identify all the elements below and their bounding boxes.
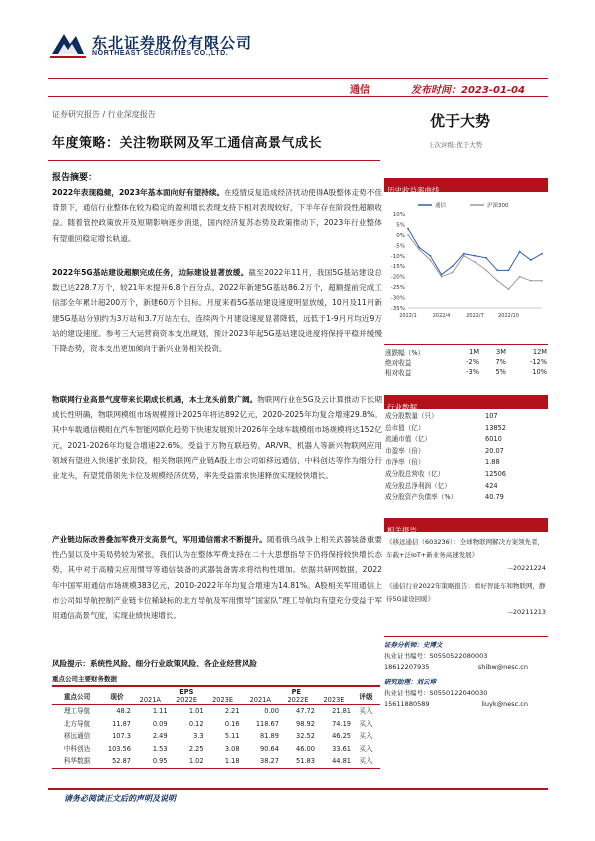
perf-row	[384, 357, 548, 367]
x-tick-label: 2022/7	[466, 313, 484, 319]
table-cell: 5.11	[224, 732, 240, 740]
table-cell: 47.72	[296, 707, 315, 715]
table-cell: 46.25	[332, 732, 351, 740]
company-logo	[50, 30, 86, 60]
table-cell: 118.67	[255, 719, 279, 728]
chart-heading	[384, 178, 548, 195]
series-line-0	[408, 229, 542, 275]
table-row	[52, 718, 380, 731]
industry-value: 13852	[485, 423, 506, 432]
table-cell: 11.87	[112, 719, 131, 728]
industry-label: 成分股总净利润（亿）	[385, 481, 451, 490]
paragraph-2-text: 截至2022年11月，我国5G基站建设总数已达228.7万个，较21年末提升6.8个百分点。2022年新建5G基站86.2万个，超额提前完成工信部全年累计超200万个，新建60万个目标。月度来看5G基站建设速度明显放缓，10月及11月新建5G基站分别约为3万站和3.7万站左右，连续两个月建设速度显著降低，远低于1-9月月均近9万站的建设速度。参考三大运营商资本支出规划，预计2023年起5G基站建设进度将保持平稳并缓慢下降态势，资本支出更加倾向于新兴业务相关投资。	[52, 268, 382, 354]
publish-date: 发布时间：2023-01-04	[411, 85, 525, 96]
data-point-1-0	[407, 234, 409, 236]
stock-table-caption: 重点公司主要财务数据	[52, 675, 117, 683]
related-report-1[interactable]	[386, 536, 546, 575]
table-cell: 买入	[359, 732, 373, 740]
analyst-2-heading	[384, 677, 548, 688]
footer-line	[48, 788, 548, 790]
stock-table	[52, 688, 380, 769]
data-point-0-4	[452, 265, 454, 267]
paragraph-1-lead: 2022年表现稳健，2023年基本面向好有望持续。	[52, 188, 225, 197]
header-rating: 评级	[359, 693, 373, 701]
paragraph-3	[52, 392, 382, 483]
table-cell: 32.52	[296, 732, 315, 740]
related-heading	[384, 518, 548, 535]
industry-row	[384, 434, 548, 446]
y-tick-label: -15%	[390, 264, 405, 271]
table-cell: 0.12	[188, 719, 204, 728]
related-report-date: --20211213	[508, 608, 546, 616]
table-cell: 2.21	[224, 707, 240, 715]
risk-text: 系统性风险、细分行业政策风险、各企业经营风险	[89, 659, 258, 668]
analyst-2-role: 研究助理：	[384, 678, 417, 686]
table-cell: 3.3	[193, 732, 204, 740]
perf-cell: -12%	[529, 358, 547, 366]
table-cell: 1.11	[152, 707, 168, 715]
analyst-1-cert: 执业证书编号：S0550522080003	[384, 652, 488, 660]
perf-cell: -3%	[466, 368, 480, 376]
table-cell: 81.89	[260, 732, 279, 740]
table-row	[52, 705, 380, 718]
data-point-1-12	[541, 280, 543, 282]
table-cell: 46.00	[296, 744, 315, 753]
data-point-1-3	[441, 276, 443, 278]
industry-label: 成分股资产负债率（%）	[385, 493, 458, 502]
summary-heading: 报告摘要：	[52, 173, 98, 183]
table-cell: 0.95	[152, 757, 168, 765]
perf-row	[384, 367, 548, 377]
industry-label: 总市值（亿）	[385, 423, 425, 432]
table-cell: 98.92	[296, 719, 315, 728]
last-rating: 上次评级:优于大势	[428, 141, 483, 149]
perf-table	[384, 347, 548, 377]
table-cell: 44.81	[332, 757, 351, 765]
perf-table-topline	[384, 344, 548, 345]
data-point-0-7	[485, 257, 487, 259]
analyst-block	[384, 636, 548, 710]
y-tick-label: 0%	[396, 232, 405, 239]
industry-value: 6010	[485, 435, 502, 444]
paragraph-1	[52, 185, 382, 246]
table-cell: 90.64	[260, 744, 279, 753]
header-eps: EPS	[179, 688, 194, 696]
table-cell: 移远通信	[63, 732, 91, 740]
data-point-0-5	[463, 253, 465, 255]
industry-row	[384, 492, 548, 504]
brand-name-cn: 东北证券股份有限公司	[92, 34, 253, 52]
analyst-2-cert: 执业证书编号：S0550122040030	[384, 689, 488, 697]
table-cell: 52.87	[112, 757, 131, 765]
analyst-2-phone: 15611880589	[384, 700, 430, 708]
related-report-date: --20221224	[508, 564, 546, 572]
industry-table	[384, 411, 548, 504]
chart-heading-text: 历史收益率曲线	[387, 186, 440, 195]
table-cell: 0.16	[224, 719, 240, 728]
paragraph-4-lead: 产业链边际改善叠加军费开支高景气，军用通信需求不断提升。	[52, 535, 267, 544]
industry-row	[384, 481, 548, 493]
table-cell: 21.81	[332, 707, 351, 715]
data-point-1-1	[418, 249, 420, 251]
y-tick-label: -5%	[394, 243, 405, 250]
table-cell: 48.2	[116, 707, 131, 715]
report-type: 证券研究报告 / 行业深度报告	[52, 110, 156, 119]
paragraph-4	[52, 532, 382, 623]
table-cell: 107.3	[112, 732, 131, 740]
brand-name-en: NORTHEAST SECURITIES CO.,LTD.	[92, 50, 229, 57]
data-point-0-8	[496, 270, 498, 272]
x-tick-label: 2022/4	[432, 313, 451, 319]
industry-value: 424	[485, 481, 498, 490]
table-cell: 1.18	[224, 757, 240, 765]
related-report-2[interactable]	[386, 580, 546, 619]
perf-header-cell: 涨跌幅（%）	[385, 349, 425, 357]
analyst-1-contact	[384, 662, 548, 673]
data-point-0-12	[541, 253, 543, 255]
paragraph-4-text: 随着俄乌战争上相关武器装备重要性凸显以及中美局势较为紧张，我们认为在整体军费支持在二十大思想指导下仍将保持较快增长态势，其中对于高精尖应用惯导等通信装备的武器装备需求将结构性增加。依据共研网数据，2022年中国军用通信市场规模383亿元，2010-2022年年均复合增速为14.81%。A股相关军用通信上市公司如导航控制产业链卡位稀缺标的北方导航及军用惯导“国家队”理工导航均有望充分受益于军用通信高景气度，实现业绩快速增长。	[52, 535, 382, 621]
perf-cell: 相对收益	[385, 369, 412, 377]
year-cell: 2021A	[249, 696, 271, 704]
paragraph-1-text: 在疫情反复造成经济扰动使得A股整体走势不佳背景下，通信行业整体在较为稳定的盈利增长表现支持下相对表现较好，下半年存在阶段性超额收益。随着管控政策放开及短期影响逐步消退，国内经济复苏态势及政策推动下，2023年行业整体有望重回稳定增长轨道。	[52, 188, 382, 243]
industry-value: 12506	[485, 469, 506, 478]
legend-label-1: 沪深300	[487, 203, 509, 209]
data-point-0-9	[508, 270, 510, 272]
table-cell: 科华数据	[63, 757, 91, 765]
stock-table-topline	[52, 685, 380, 687]
data-point-0-6	[474, 255, 476, 257]
analyst-2-email[interactable]: liuyk@nesc.cn	[481, 700, 528, 708]
paragraph-3-text: 物联网行业在5G及云计算推动下长期成长性明确，物联网模组市场规模预计2025年将达892亿元，2020-2025年均复合增速29.8%。其中车载通信模组在汽车智能网联化趋势下快速发展预计2026年全球车载模组市场规模将达152亿元，2021-2026年均复合增速22.6%。受益于万物互联趋势，AR/VR、机器人等新兴物联网应用领域有望进入快速扩张阶段，相关物联网产业链A股上市公司如移远通信、中科创达等作为细分行业龙头，有望凭借领先卡位及规模经济优势，率先受益需求快速释放实现较快增长。	[52, 395, 382, 481]
table-row	[52, 755, 380, 768]
table-cell: 2.25	[188, 744, 204, 753]
industry-value: 20.07	[485, 446, 504, 455]
data-point-1-5	[463, 255, 465, 257]
data-point-0-0	[407, 228, 409, 230]
table-cell: 2.49	[152, 732, 168, 740]
sector-label: 通信	[350, 85, 370, 96]
year-cell: 2022E	[176, 696, 198, 704]
related-report-title: 《移远通信（603236）：全球物联网解决方案领先者，车载+泛IoT+新业务高速发展》	[386, 538, 545, 559]
year-cell: 2023E	[212, 696, 234, 704]
data-point-1-6	[474, 261, 476, 263]
y-tick-label: -20%	[390, 274, 405, 281]
analyst-1-name: 史博文	[423, 641, 443, 649]
table-cell: 1.01	[188, 707, 204, 715]
data-point-1-2	[429, 259, 431, 261]
table-cell: 1.02	[188, 757, 204, 765]
table-cell: 3.08	[224, 744, 240, 753]
table-cell: 买入	[359, 757, 373, 765]
table-cell: 理工导航	[63, 707, 91, 715]
industry-heading	[384, 395, 548, 412]
stock-table-header-row	[52, 688, 380, 696]
table-cell: 买入	[359, 719, 373, 728]
title-divider	[48, 160, 380, 161]
x-tick-label: 2022/10	[498, 313, 519, 319]
analyst-1-role: 证券分析师：	[384, 641, 423, 649]
table-row	[52, 730, 380, 743]
analyst-1-email[interactable]: shibw@nesc.cn	[477, 663, 528, 671]
industry-row	[384, 423, 548, 435]
data-point-1-7	[485, 270, 487, 272]
header-band-left	[48, 78, 380, 97]
industry-label: 市净率（倍）	[385, 458, 425, 467]
industry-label: 流通市值（亿）	[385, 435, 432, 444]
table-cell: 买入	[359, 744, 373, 753]
table-cell: 北方导航	[63, 719, 91, 728]
table-cell: 33.61	[332, 744, 351, 753]
y-tick-label: -25%	[390, 285, 405, 292]
logo-mark-icon	[50, 30, 86, 60]
data-point-1-11	[530, 280, 532, 282]
industry-row	[384, 411, 548, 423]
y-tick-label: 10%	[392, 212, 405, 218]
table-cell: 1.53	[152, 744, 168, 753]
table-cell: 51.83	[296, 757, 315, 765]
data-point-0-11	[530, 259, 532, 261]
table-row	[52, 743, 380, 756]
perf-cell: 10%	[532, 368, 547, 376]
rating: 优于大势	[430, 112, 491, 130]
perf-header-cell: 12M	[532, 348, 547, 356]
perf-cell: 7%	[495, 358, 506, 366]
legend-label-0: 通信	[435, 203, 447, 209]
data-point-1-4	[452, 272, 454, 274]
industry-label: 成分股数量（只）	[385, 412, 438, 420]
perf-cell: 5%	[495, 368, 506, 376]
footer-disclaimer: 请务必阅读正文后的声明及说明	[64, 794, 176, 803]
industry-value: 40.79	[485, 493, 504, 502]
table-cell: 0.09	[152, 719, 168, 728]
paragraph-2	[52, 265, 382, 356]
y-tick-label: -30%	[390, 295, 405, 302]
table-cell: 买入	[359, 707, 373, 715]
header-company: 重点公司	[63, 693, 91, 701]
analyst-1-phone: 18612207935	[384, 663, 430, 671]
perf-cell: 绝对收益	[385, 359, 412, 367]
related-heading-text: 相关报告	[387, 526, 417, 535]
table-cell: 中科创达	[63, 744, 91, 753]
analyst-2-contact	[384, 699, 548, 710]
perf-header-cell: 3M	[496, 348, 506, 356]
perf-header-row	[384, 347, 548, 357]
industry-row	[384, 446, 548, 458]
x-tick-label: 2022/1	[399, 313, 417, 319]
table-cell: 74.19	[332, 719, 351, 728]
data-point-1-10	[519, 276, 521, 278]
industry-row	[384, 469, 548, 481]
header-price: 现价	[110, 693, 124, 701]
industry-label: 市盈率（倍）	[385, 446, 425, 455]
analyst-2-name: 刘云坤	[416, 678, 436, 686]
table-cell: 103.56	[107, 744, 131, 753]
year-cell: 2023E	[323, 696, 345, 704]
data-point-0-2	[429, 255, 431, 257]
industry-heading-text: 行业数据	[387, 403, 417, 412]
industry-value: 1.88	[485, 458, 500, 467]
risk-notice	[52, 656, 382, 671]
year-cell: 2021A	[139, 696, 161, 704]
industry-label: 成分股总营收（亿）	[385, 469, 445, 478]
table-cell: 38.27	[260, 757, 279, 765]
y-tick-label: -10%	[390, 253, 405, 260]
y-tick-label: 5%	[396, 222, 405, 229]
report-title: 年度策略：关注物联网及军工通信高景气成长	[52, 136, 323, 151]
perf-cell: -2%	[466, 358, 480, 366]
year-cell: 2022E	[287, 696, 309, 704]
paragraph-2-lead: 2022年5G基站建设超额完成任务，边际建设显著放缓。	[52, 268, 249, 277]
data-point-1-9	[508, 288, 510, 290]
y-tick-label: -35%	[390, 306, 405, 312]
industry-value: 107	[485, 412, 498, 420]
data-point-1-8	[496, 280, 498, 282]
risk-lead: 风险提示：	[52, 659, 90, 668]
data-point-0-10	[519, 251, 521, 253]
paragraph-3-lead: 物联网行业高景气度带来长期成长机遇，本土龙头前景广阔。	[52, 395, 258, 404]
related-report-title: 《通信行业2022年策略报告：看好智能车和物联网，静待5G建设回暖》	[386, 582, 546, 603]
perf-header-cell: 1M	[469, 348, 480, 356]
header-pe: PE	[291, 688, 301, 696]
analyst-1-heading	[384, 640, 548, 651]
industry-row	[384, 457, 548, 469]
table-cell: 0.00	[264, 707, 279, 715]
return-chart	[384, 196, 548, 328]
